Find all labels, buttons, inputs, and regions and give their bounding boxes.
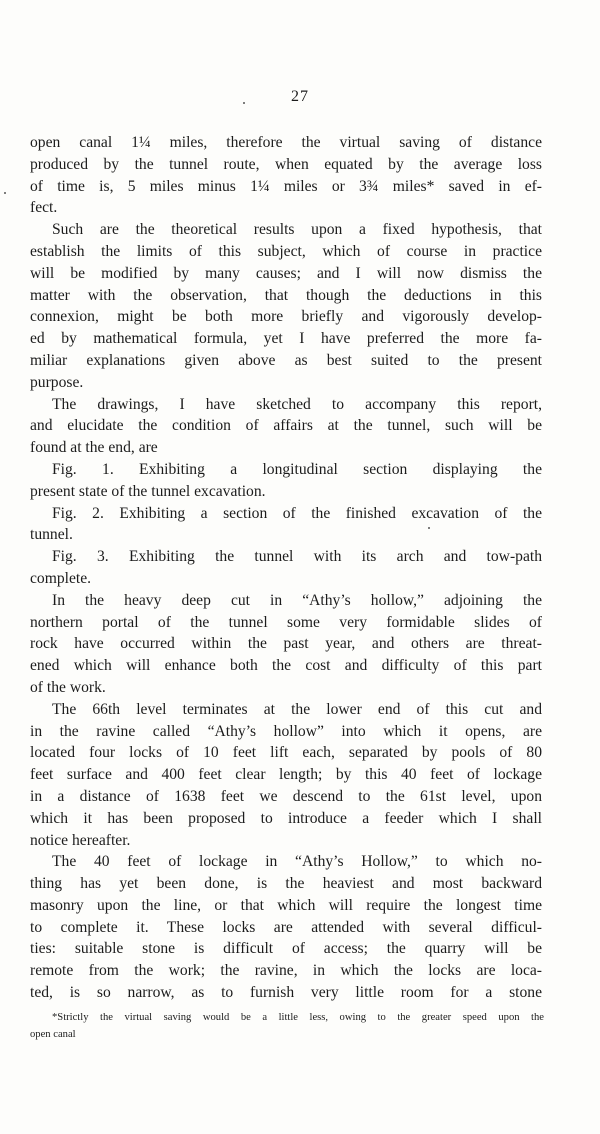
text-line: matter with the observation, that though the deductions in this [30,286,542,304]
text-line: Fig. 3. Exhibiting the tunnel with its arch and tow-path [52,548,542,566]
text-line: purpose. [30,373,84,391]
text-line: masonry upon the line, or that which will require the longest time [30,896,542,914]
text-line: remote from the work; the ravine, in which the locks are loca- [30,962,542,980]
footnote-line: *Strictly the virtual saving would be a little less, owing to the greater speed upon the [52,1012,544,1023]
text-line: Fig. 1. Exhibiting a longitudinal section displaying the [52,460,542,478]
text-line: of the work. [30,678,106,696]
body-text [30,132,542,1004]
text-line: and elucidate the condition of affairs at the tunnel, such will be [30,417,542,435]
text-line: feet surface and 400 feet clear length; by this 40 feet of lockage [30,766,542,784]
text-line: fect. [30,199,58,217]
text-line: of time is, 5 miles minus 1¼ miles or 3¾ miles* saved in ef- [30,177,542,195]
paper-speck [4,192,6,194]
text-line: connexion, might be both more briefly and vigorously develop- [30,308,542,326]
text-line: ted, is so narrow, as to furnish very little room for a stone [30,984,542,1002]
text-line: produced by the tunnel route, when equated by the average loss [30,155,542,173]
text-line: Such are the theoretical results upon a fixed hypothesis, that [52,221,542,239]
text-line: will be modified by many causes; and I will now dismiss the [30,264,542,282]
text-line: present state of the tunnel excavation. [30,482,266,500]
text-line: in a distance of 1638 feet we descend to the 61st level, upon [30,787,542,805]
text-line: ed by mathematical formula, yet I have preferred the more fa- [30,330,542,348]
text-line: In the heavy deep cut in “Athy’s hollow,” adjoining the [52,591,542,609]
page-number: 27 [291,88,309,105]
paper-speck [243,102,245,104]
text-line: which it has been proposed to introduce a feeder which I shall [30,809,542,827]
text-line: tunnel. [30,526,73,544]
text-line: rock have occurred within the past year, and others are threat- [30,635,542,653]
text-line: open canal 1¼ miles, therefore the virtual saving of distance [30,134,542,151]
paper-speck [428,527,430,529]
text-line: located four locks of 10 feet lift each, separated by pools of 80 [30,744,542,762]
text-line: in the ravine called “Athy’s hollow” into which it opens, are [30,722,542,740]
text-line: miliar explanations given above as best suited to the present [30,351,542,369]
text-line: The drawings, I have sketched to accompany this report, [52,395,542,413]
text-line: Fig. 2. Exhibiting a section of the finished excavation of the [52,504,542,522]
text-line: ened which will enhance both the cost and difficulty of this part [30,657,542,675]
text-line: The 40 feet of lockage in “Athy’s Hollow,” to which no- [52,853,542,871]
text-line: establish the limits of this subject, which of course in practice [30,242,542,260]
text-line: northern portal of the tunnel some very formidable slides of [30,613,542,631]
text-line: found at the end, are [30,439,158,457]
footnote [30,1009,544,1043]
text-line: notice hereafter. [30,831,131,849]
text-line: to complete it. These locks are attended with several difficul- [30,918,542,936]
text-line: The 66th level terminates at the lower end of this cut and [52,700,542,718]
text-line: complete. [30,569,92,587]
text-line: thing has yet been done, is the heaviest and most backward [30,875,542,893]
footnote-line: open canal [30,1029,76,1040]
text-line: ties: suitable stone is difficult of access; the quarry will be [30,940,542,958]
